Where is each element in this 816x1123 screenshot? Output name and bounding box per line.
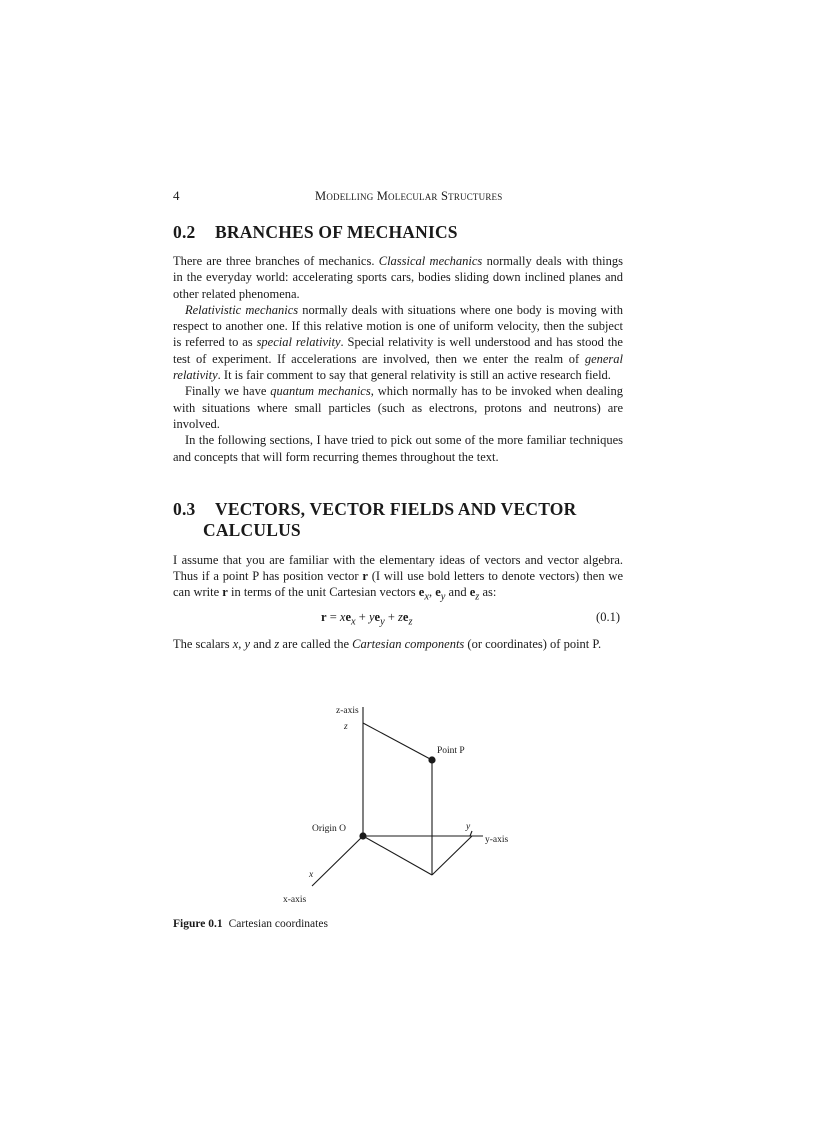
section-heading-0-2 bbox=[173, 222, 623, 243]
running-head bbox=[173, 186, 623, 206]
point-p-label: Point P bbox=[437, 746, 465, 756]
figure-cartesian-coordinates bbox=[270, 690, 530, 905]
y-tick bbox=[470, 831, 472, 836]
page-content bbox=[173, 186, 623, 653]
figure-caption-text: Cartesian coordinates bbox=[228, 918, 328, 930]
equation-expression: $r = xe_x + ye_y + ze_z$ bbox=[321, 610, 413, 628]
running-title: Modelling Molecular Structures bbox=[315, 189, 503, 203]
paragraph: Finally we have quantum mechanics, which normally has to be invoked when dealing with situations where small particles (such as electrons, protons and neutrons) are involved. bbox=[173, 384, 624, 431]
z-projection-line bbox=[363, 723, 432, 760]
x-foot-line bbox=[363, 836, 432, 875]
x-label: x bbox=[309, 870, 314, 880]
paragraph: The scalars x, y and z are called the Cartesian components (or coordinates) of point P. bbox=[173, 637, 602, 652]
z-label: z bbox=[344, 722, 348, 732]
equation-0-1 bbox=[173, 608, 623, 628]
y-axis-label: y-axis bbox=[485, 835, 509, 845]
equation-number: (0.1) bbox=[596, 610, 620, 625]
paragraph: I assume that you are familiar with the elementary ideas of vectors and vector algebra. Thus if a point P has position vector r (I will use bold letters to denote vectors) then we can write r in terms of the unit Cartesian vectors $e_x$, $e_y$ and $e_z$ as: bbox=[173, 552, 623, 603]
cartesian-diagram bbox=[270, 690, 530, 905]
y-foot-line bbox=[432, 836, 472, 875]
figure-caption bbox=[173, 918, 328, 930]
paragraph: Relativistic mechanics normally deals with situations where one body is moving with respect to another one. If this relative motion is one of uniform velocity, then the subject is referred to as special relativity. Special relativity is well understood and has stood the test of experiment. If accelerations are involved, then we enter the realm of general relativity. It is fair comment to say that general relativity is still an active research field. bbox=[173, 302, 623, 383]
paragraph: In the following sections, I have tried to pick out some of the more familiar techniques and concepts that will form recurring themes throughout the text. bbox=[173, 433, 623, 464]
origin-marker bbox=[359, 832, 366, 839]
section-number: 0.2 bbox=[173, 222, 196, 242]
z-axis-label: z-axis bbox=[336, 706, 359, 716]
point-p-marker bbox=[428, 756, 435, 763]
section-body-0-3 bbox=[173, 552, 623, 653]
x-axis-line bbox=[312, 836, 363, 886]
section-title: BRANCHES OF MECHANICS bbox=[215, 222, 458, 242]
x-axis-label: x-axis bbox=[283, 895, 307, 905]
page-number: 4 bbox=[173, 188, 180, 203]
y-label: y bbox=[466, 822, 471, 832]
section-title-line2: CALCULUS bbox=[203, 519, 301, 540]
section-number: 0.3 bbox=[173, 498, 196, 519]
section-title-line1: VECTORS, VECTOR FIELDS AND VECTOR bbox=[215, 498, 577, 519]
section-body-0-2 bbox=[173, 253, 623, 465]
figure-caption-label: Figure 0.1 bbox=[173, 918, 223, 930]
paragraph: There are three branches of mechanics. Classical mechanics normally deals with things in the everyday world: accelerating sports cars, bodies sliding down inclined planes and other related phenomena. bbox=[173, 254, 623, 301]
section-heading-0-3 bbox=[173, 499, 623, 541]
origin-label: Origin O bbox=[312, 824, 347, 834]
